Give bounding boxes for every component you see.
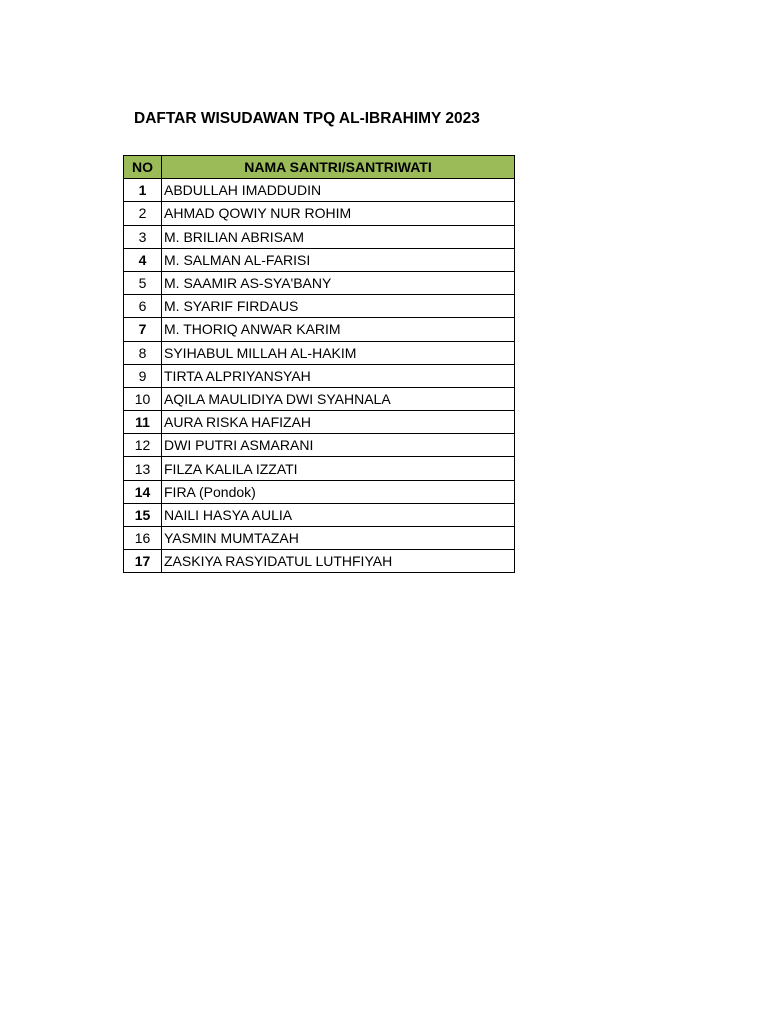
row-number: 5	[124, 271, 162, 294]
student-name: SYIHABUL MILLAH AL-HAKIM	[162, 341, 515, 364]
student-name: M. SALMAN AL-FARISI	[162, 248, 515, 271]
table-row	[124, 434, 515, 457]
row-number: 2	[124, 202, 162, 225]
table-row	[124, 550, 515, 573]
row-number: 12	[124, 434, 162, 457]
row-number: 6	[124, 295, 162, 318]
table-row	[124, 179, 515, 202]
table-row	[124, 341, 515, 364]
student-name: ZASKIYA RASYIDATUL LUTHFIYAH	[162, 550, 515, 573]
row-number: 1	[124, 179, 162, 202]
column-header-name: NAMA SANTRI/SANTRIWATI	[162, 156, 515, 179]
student-name: M. THORIQ ANWAR KARIM	[162, 318, 515, 341]
student-name: FILZA KALILA IZZATI	[162, 457, 515, 480]
table-header-row	[124, 156, 515, 179]
student-name: M. BRILIAN ABRISAM	[162, 225, 515, 248]
graduates-table	[123, 155, 515, 573]
student-name: M. SYARIF FIRDAUS	[162, 295, 515, 318]
student-name: DWI PUTRI ASMARANI	[162, 434, 515, 457]
row-number: 15	[124, 503, 162, 526]
student-name: FIRA (Pondok)	[162, 480, 515, 503]
row-number: 10	[124, 387, 162, 410]
student-name: ABDULLAH IMADDUDIN	[162, 179, 515, 202]
row-number: 8	[124, 341, 162, 364]
table-body	[124, 179, 515, 573]
student-name: M. SAAMIR AS-SYA'BANY	[162, 271, 515, 294]
student-name: YASMIN MUMTAZAH	[162, 527, 515, 550]
row-number: 7	[124, 318, 162, 341]
table-row	[124, 411, 515, 434]
row-number: 9	[124, 364, 162, 387]
column-header-no: NO	[124, 156, 162, 179]
table-row	[124, 271, 515, 294]
student-name: TIRTA ALPRIYANSYAH	[162, 364, 515, 387]
row-number: 17	[124, 550, 162, 573]
table-row	[124, 364, 515, 387]
row-number: 13	[124, 457, 162, 480]
table-row	[124, 202, 515, 225]
row-number: 14	[124, 480, 162, 503]
table-row	[124, 225, 515, 248]
student-name: AQILA MAULIDIYA DWI SYAHNALA	[162, 387, 515, 410]
table-row	[124, 387, 515, 410]
student-name: AURA RISKA HAFIZAH	[162, 411, 515, 434]
row-number: 3	[124, 225, 162, 248]
row-number: 11	[124, 411, 162, 434]
table-row	[124, 503, 515, 526]
table-row	[124, 527, 515, 550]
document-title: DAFTAR WISUDAWAN TPQ AL-IBRAHIMY 2023	[134, 110, 480, 127]
table-row	[124, 480, 515, 503]
row-number: 4	[124, 248, 162, 271]
table-row	[124, 248, 515, 271]
table-row	[124, 457, 515, 480]
table-row	[124, 318, 515, 341]
table-row	[124, 295, 515, 318]
student-name: NAILI HASYA AULIA	[162, 503, 515, 526]
student-name: AHMAD QOWIY NUR ROHIM	[162, 202, 515, 225]
row-number: 16	[124, 527, 162, 550]
